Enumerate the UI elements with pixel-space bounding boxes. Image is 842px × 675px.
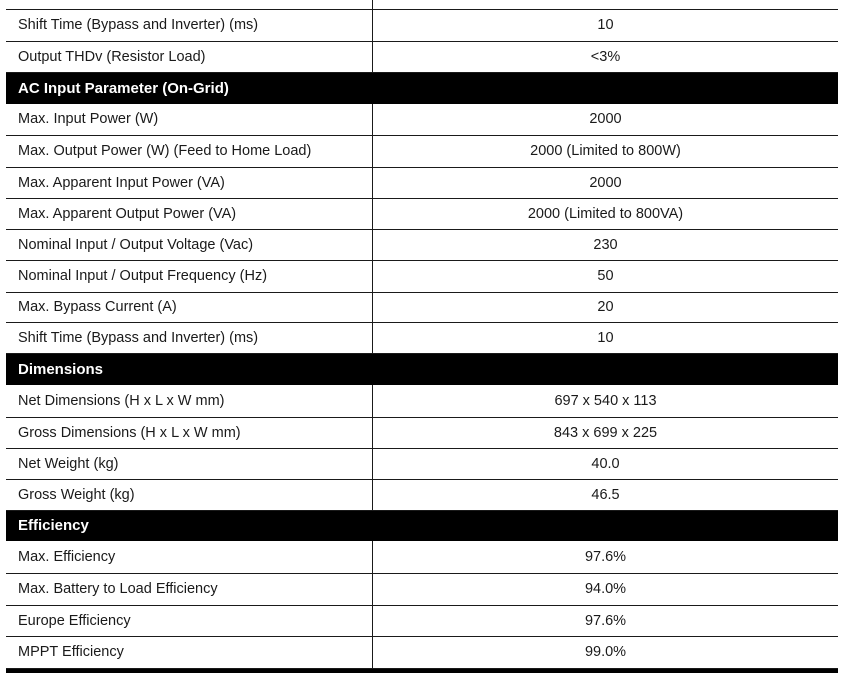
parameter-value: 2000 (Limited to 800W) bbox=[373, 135, 839, 167]
parameter-label: Europe Efficiency bbox=[6, 605, 373, 636]
parameter-value: 50 bbox=[373, 260, 839, 292]
table-row bbox=[6, 41, 838, 72]
section-header-row bbox=[6, 353, 838, 385]
parameter-value: 2000 bbox=[373, 104, 839, 135]
parameter-label: Net Weight (kg) bbox=[6, 448, 373, 479]
section-header-row bbox=[6, 510, 838, 541]
parameter-value: 46.5 bbox=[373, 479, 839, 510]
parameter-label: Shift Time (Bypass and Inverter) (ms) bbox=[6, 9, 373, 41]
parameter-value: 10 bbox=[373, 322, 839, 353]
parameter-value: 230 bbox=[373, 229, 839, 260]
table-row bbox=[6, 167, 838, 198]
table-row bbox=[6, 260, 838, 292]
table-row bbox=[6, 448, 838, 479]
parameter-label: Net Dimensions (H x L x W mm) bbox=[6, 385, 373, 417]
section-header-title: Dimensions bbox=[6, 353, 838, 385]
table-row bbox=[6, 541, 838, 573]
table-row bbox=[6, 479, 838, 510]
spec-table-body bbox=[6, 0, 838, 668]
table-row bbox=[6, 229, 838, 260]
table-row bbox=[6, 636, 838, 668]
table-row bbox=[6, 573, 838, 605]
parameter-value: 20 bbox=[373, 292, 839, 322]
section-header-title: Efficiency bbox=[6, 510, 838, 541]
parameter-value: 94.0% bbox=[373, 573, 839, 605]
parameter-value: 697 x 540 x 113 bbox=[373, 385, 839, 417]
parameter-label: Gross Weight (kg) bbox=[6, 479, 373, 510]
parameter-label: Nominal Input / Output Frequency (Hz) bbox=[6, 260, 373, 292]
parameter-label bbox=[6, 0, 373, 9]
table-row bbox=[6, 135, 838, 167]
parameter-value: 2000 (Limited to 800VA) bbox=[373, 198, 839, 229]
table-bottom-rule bbox=[6, 669, 838, 673]
table-row bbox=[6, 9, 838, 41]
parameter-value: 97.6% bbox=[373, 605, 839, 636]
spec-table bbox=[6, 0, 838, 669]
parameter-label: Max. Apparent Output Power (VA) bbox=[6, 198, 373, 229]
table-row bbox=[6, 417, 838, 448]
table-row bbox=[6, 385, 838, 417]
table-row bbox=[6, 104, 838, 135]
parameter-label: Max. Input Power (W) bbox=[6, 104, 373, 135]
parameter-value: 10 bbox=[373, 9, 839, 41]
parameter-label: Max. Apparent Input Power (VA) bbox=[6, 167, 373, 198]
table-row bbox=[6, 605, 838, 636]
table-row bbox=[6, 292, 838, 322]
table-row bbox=[6, 322, 838, 353]
parameter-label: Max. Bypass Current (A) bbox=[6, 292, 373, 322]
parameter-label: Shift Time (Bypass and Inverter) (ms) bbox=[6, 322, 373, 353]
parameter-label: Max. Battery to Load Efficiency bbox=[6, 573, 373, 605]
parameter-value: 40.0 bbox=[373, 448, 839, 479]
parameter-value: 97.6% bbox=[373, 541, 839, 573]
table-row bbox=[6, 0, 838, 9]
section-header-row bbox=[6, 72, 838, 104]
parameter-label: Max. Efficiency bbox=[6, 541, 373, 573]
parameter-label: Gross Dimensions (H x L x W mm) bbox=[6, 417, 373, 448]
section-header-title: AC Input Parameter (On-Grid) bbox=[6, 72, 838, 104]
parameter-label: Output THDv (Resistor Load) bbox=[6, 41, 373, 72]
parameter-label: Nominal Input / Output Voltage (Vac) bbox=[6, 229, 373, 260]
parameter-label: MPPT Efficiency bbox=[6, 636, 373, 668]
parameter-value: 843 x 699 x 225 bbox=[373, 417, 839, 448]
parameter-value bbox=[373, 0, 839, 9]
parameter-label: Max. Output Power (W) (Feed to Home Load) bbox=[6, 135, 373, 167]
parameter-value: 2000 bbox=[373, 167, 839, 198]
table-row bbox=[6, 198, 838, 229]
parameter-value: <3% bbox=[373, 41, 839, 72]
parameter-value: 99.0% bbox=[373, 636, 839, 668]
